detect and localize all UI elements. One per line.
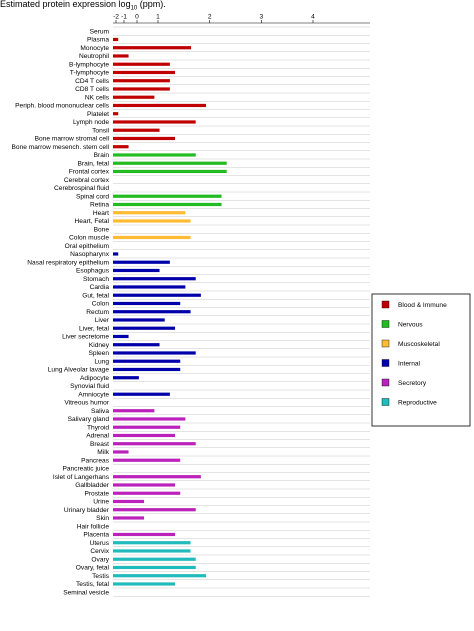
- category-label: Bone marrow stromal cell: [34, 135, 109, 143]
- legend-label: Secretory: [398, 380, 427, 387]
- bar: [113, 137, 175, 140]
- bar: [113, 533, 175, 536]
- x-tick-label: 2: [207, 13, 212, 21]
- category-label: Plasma: [87, 36, 109, 44]
- category-label: CD8 T cells: [75, 86, 109, 94]
- x-tick-label: 4: [311, 13, 315, 21]
- bar: [113, 195, 222, 198]
- category-label: Frontal cortex: [68, 168, 109, 176]
- category-label: Gallbladder: [75, 482, 109, 490]
- bar: [113, 269, 160, 272]
- category-label: Pancreas: [81, 457, 109, 465]
- category-label: Liver, fetal: [78, 325, 109, 333]
- category-label: CD4 T cells: [75, 77, 109, 85]
- category-label: Urine: [93, 498, 109, 506]
- bar: [113, 475, 201, 478]
- x-tick-label: -1: [121, 13, 127, 21]
- category-label: Thyroid: [87, 424, 109, 432]
- category-label: Breast: [89, 440, 109, 448]
- bar: [113, 129, 160, 132]
- category-label: Saliva: [91, 407, 109, 415]
- bar: [113, 335, 129, 338]
- category-label: Platelet: [87, 110, 109, 118]
- category-label: Salivary gland: [67, 416, 109, 424]
- category-label: Bone marrow mesench. stem cell: [11, 143, 109, 151]
- legend-label: Nervous: [398, 321, 423, 329]
- legend-swatch: [382, 340, 389, 347]
- bar: [113, 459, 180, 462]
- category-label: Uterus: [89, 539, 109, 547]
- category-label: Spinal cord: [76, 193, 109, 201]
- category-label: Seminal vesicle: [63, 589, 109, 597]
- category-label: Tonsil: [92, 127, 109, 135]
- category-label: Kidney: [88, 341, 109, 349]
- category-label: Placenta: [83, 531, 109, 539]
- category-label: Vitreous humor: [64, 399, 109, 407]
- category-label: Lung Alveolar lavage: [47, 366, 109, 374]
- chart-title-subscript: 10: [130, 5, 138, 12]
- category-label: Nasopharynx: [70, 251, 109, 259]
- bar: [113, 79, 170, 82]
- category-labels: [12, 28, 110, 596]
- legend-label: Internal: [398, 360, 420, 368]
- bar: [113, 261, 170, 264]
- category-label: Cardia: [89, 284, 109, 292]
- category-label: Monocyte: [80, 44, 109, 52]
- bar: [113, 351, 196, 354]
- category-label: Prostate: [84, 490, 109, 498]
- category-label: Periph. blood mononuclear cells: [15, 102, 109, 110]
- category-label: Bone: [93, 226, 109, 234]
- bar: [113, 236, 191, 239]
- bar: [113, 162, 227, 165]
- bar: [113, 104, 206, 107]
- category-label: Testis, fetal: [76, 581, 109, 589]
- category-label: Spleen: [88, 350, 109, 358]
- bar: [113, 360, 180, 363]
- x-tick-label: 0: [135, 13, 139, 21]
- legend-label: Blood & Immune: [398, 302, 447, 309]
- legend-swatch: [382, 301, 389, 308]
- bar: [113, 252, 118, 255]
- bar: [113, 343, 160, 346]
- category-label: Urinary bladder: [63, 506, 109, 514]
- category-label: Ovary: [91, 556, 109, 564]
- bar: [113, 442, 196, 445]
- bar: [113, 170, 227, 173]
- legend-swatch: [382, 379, 389, 386]
- bar: [113, 294, 201, 297]
- bar: [113, 112, 118, 115]
- bar: [113, 63, 170, 66]
- category-label: Gut, fetal: [82, 292, 109, 300]
- category-label: Cerebrospinal fluid: [54, 185, 109, 193]
- category-label: Hair follicle: [76, 523, 109, 531]
- bar: [113, 434, 175, 437]
- bar: [113, 409, 154, 412]
- bar: [113, 219, 191, 222]
- x-axis-ticks: [113, 14, 315, 24]
- bar: [113, 549, 191, 552]
- legend: [372, 294, 470, 426]
- bar: [113, 368, 180, 371]
- bar: [113, 327, 175, 330]
- category-label: Islet of Langerhans: [52, 473, 109, 481]
- category-label: Colon: [91, 300, 109, 308]
- legend-label: Reproductive: [398, 399, 437, 407]
- category-label: Cervix: [90, 548, 109, 556]
- bar: [113, 87, 170, 90]
- bar: [113, 285, 185, 288]
- bar: [113, 558, 196, 561]
- bar: [113, 46, 191, 49]
- bar: [113, 38, 118, 41]
- bar: [113, 302, 180, 305]
- bar: [113, 376, 139, 379]
- bar: [113, 483, 175, 486]
- bar: [113, 120, 196, 123]
- bar: [113, 516, 144, 519]
- category-label: T-lymphocyte: [69, 69, 109, 77]
- bar: [113, 500, 144, 503]
- category-label: Liver secretome: [62, 333, 109, 341]
- bar: [113, 393, 170, 396]
- category-label: Serum: [89, 28, 109, 36]
- bar: [113, 54, 129, 57]
- category-label: Cerebral cortex: [63, 176, 109, 184]
- bar: [113, 71, 175, 74]
- bar: [113, 508, 196, 511]
- bar: [113, 426, 180, 429]
- chart-title-suffix: (ppm).: [137, 0, 166, 9]
- bar: [113, 450, 129, 453]
- bar: [113, 96, 154, 99]
- category-label: Rectum: [86, 308, 109, 316]
- category-label: Ovary, fetal: [75, 564, 109, 572]
- category-label: Stomach: [82, 275, 109, 283]
- bar: [113, 492, 180, 495]
- legend-label: Muscoskeletal: [398, 341, 440, 348]
- x-tick-label: 3: [259, 13, 264, 21]
- bar: [113, 145, 129, 148]
- bars: [113, 38, 227, 586]
- category-label: NK cells: [84, 94, 109, 102]
- category-label: Skin: [96, 515, 109, 523]
- category-label: B-lymphocyte: [69, 61, 109, 69]
- category-label: Testis: [92, 572, 109, 580]
- category-label: Pancreatic juice: [62, 465, 109, 473]
- category-label: Colon muscle: [69, 234, 109, 242]
- category-label: Oral epithelium: [64, 242, 109, 250]
- x-tick-label: 1: [156, 13, 160, 21]
- category-label: Brain, fetal: [77, 160, 109, 168]
- category-label: Lymph node: [72, 119, 109, 127]
- chart-title-main: Estimated protein expression log: [0, 0, 131, 9]
- bar: [113, 310, 191, 313]
- bar: [113, 574, 206, 577]
- category-label: Synovial fluid: [70, 383, 109, 391]
- legend-swatch: [382, 321, 389, 328]
- bar: [113, 153, 196, 156]
- bar: [113, 582, 175, 585]
- bar: [113, 566, 196, 569]
- category-label: Heart, Fetal: [74, 218, 109, 226]
- legend-swatch: [382, 399, 389, 406]
- category-label: Liver: [94, 317, 109, 325]
- category-label: Brain: [93, 152, 109, 160]
- category-label: Amniocyte: [78, 391, 109, 399]
- category-label: Heart: [92, 209, 109, 217]
- bar: [113, 318, 165, 321]
- legend-swatch: [382, 360, 389, 367]
- category-label: Neutrophil: [78, 53, 109, 61]
- category-label: Milk: [97, 449, 109, 457]
- x-tick-label: -2: [113, 13, 119, 21]
- category-label: Nasal respiratory epithelium: [27, 259, 109, 267]
- chart-title: [0, 0, 166, 12]
- category-label: Esophagus: [76, 267, 109, 275]
- category-label: Adipocyte: [80, 374, 109, 382]
- bar: [113, 541, 191, 544]
- bar: [113, 211, 185, 214]
- category-label: Adrenal: [86, 432, 109, 440]
- bar: [113, 277, 196, 280]
- category-label: Retina: [89, 201, 109, 209]
- bar: [113, 203, 222, 206]
- bar: [113, 417, 185, 420]
- category-label: Lung: [94, 358, 109, 366]
